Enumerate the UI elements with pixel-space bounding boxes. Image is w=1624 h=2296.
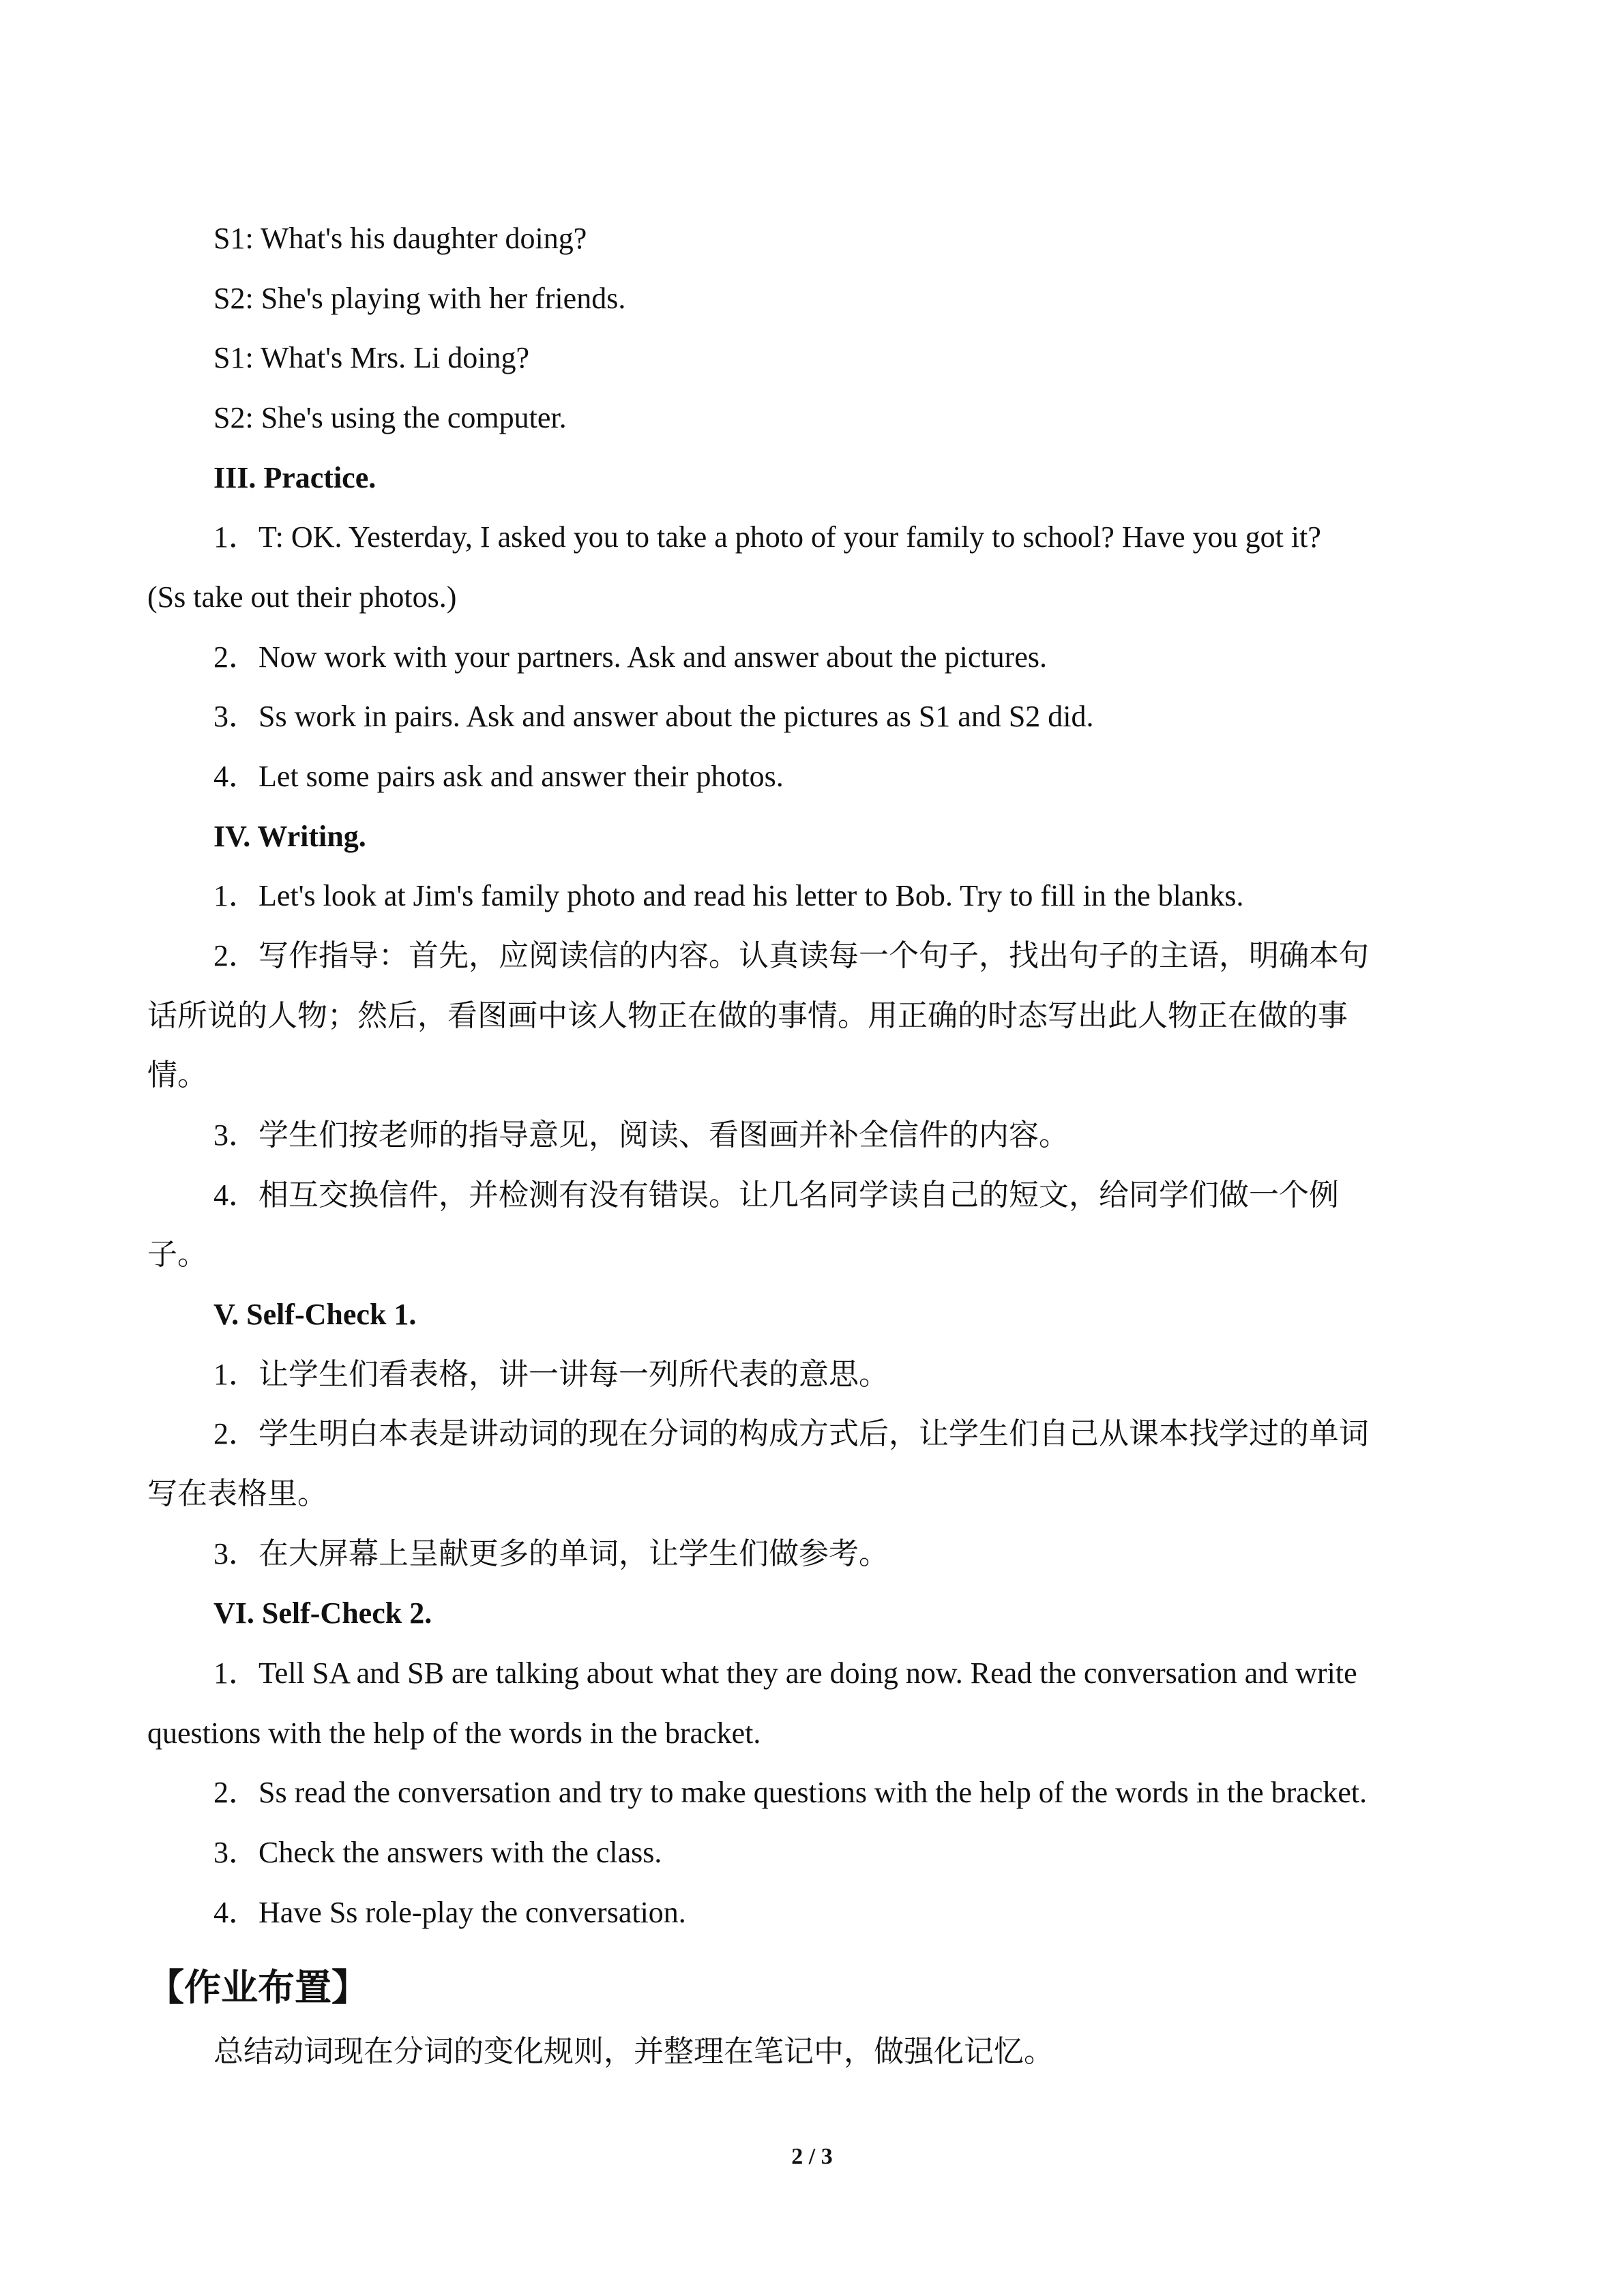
selfcheck2-heading: VI. Self-Check 2. — [213, 1596, 432, 1630]
selfcheck1-item-2-cont: 写在表格里。 — [147, 1477, 327, 1510]
selfcheck2-item-2: 2．Ss read the conversation and try to make questions with the help of the words in the bracket. — [213, 1776, 1368, 1809]
writing-item-4-cont: 子。 — [147, 1238, 207, 1271]
page-number: 2 / 3 — [791, 2144, 833, 2169]
selfcheck2-item-3: 3．Check the answers with the class. — [213, 1836, 662, 1869]
selfcheck2-item-4: 4．Have Ss role-play the conversation. — [213, 1896, 686, 1929]
selfcheck1-item-2: 2．学生明白本表是讲动词的现在分词的构成方式后，让学生们自己从课本找学过的单词 — [213, 1417, 1369, 1450]
practice-item-1: 1．T: OK. Yesterday, I asked you to take a photo of your family to school? Have you got it? — [213, 520, 1321, 554]
writing-item-3: 3．学生们按老师的指导意见，阅读、看图画并补全信件的内容。 — [213, 1118, 1069, 1152]
homework-heading: 【作业布置】 — [147, 1966, 368, 2009]
practice-heading: III. Practice. — [213, 461, 377, 494]
homework-text: 总结动词现在分词的变化规则，并整理在笔记中，做强化记忆。 — [213, 2035, 1054, 2068]
dialogue-line-1: S1: What's his daughter doing? — [213, 222, 587, 255]
practice-item-3: 3．Ss work in pairs. Ask and answer about the pictures as S1 and S2 did. — [213, 700, 1094, 733]
dialogue-line-3: S1: What's Mrs. Li doing? — [213, 341, 529, 374]
selfcheck1-item-3: 3．在大屏幕上呈献更多的单词，让学生们做参考。 — [213, 1537, 889, 1570]
dialogue-line-4: S2: She's using the computer. — [213, 401, 567, 434]
writing-item-1: 1．Let's look at Jim's family photo and read his letter to Bob. Try to fill in the blanks. — [213, 879, 1244, 912]
writing-item-2-cont: 话所说的人物；然后，看图画中该人物正在做的事情。用正确的时态写出此人物正在做的事 — [147, 999, 1348, 1032]
writing-item-2: 2．写作指导：首先，应阅读信的内容。认真读每一个句子，找出句子的主语，明确本句 — [213, 939, 1369, 972]
selfcheck1-item-1: 1．让学生们看表格，讲一讲每一列所代表的意思。 — [213, 1358, 889, 1391]
practice-item-2: 2．Now work with your partners. Ask and answer about the pictures. — [213, 640, 1047, 674]
writing-item-2-cont: 情。 — [147, 1058, 207, 1092]
dialogue-line-2: S2: She's playing with her friends. — [213, 282, 626, 315]
writing-item-4: 4．相互交换信件，并检测有没有错误。让几名同学读自己的短文，给同学们做一个例 — [213, 1178, 1339, 1212]
selfcheck1-heading: V. Self-Check 1. — [213, 1298, 417, 1331]
selfcheck2-item-1: 1．Tell SA and SB are talking about what they are doing now. Read the conversation and write — [213, 1656, 1357, 1690]
practice-item-1-cont: (Ss take out their photos.) — [147, 580, 457, 614]
selfcheck2-item-1-cont: questions with the help of the words in the bracket. — [147, 1716, 761, 1750]
writing-heading: IV. Writing. — [213, 820, 366, 853]
practice-item-4: 4．Let some pairs ask and answer their photos. — [213, 760, 784, 793]
